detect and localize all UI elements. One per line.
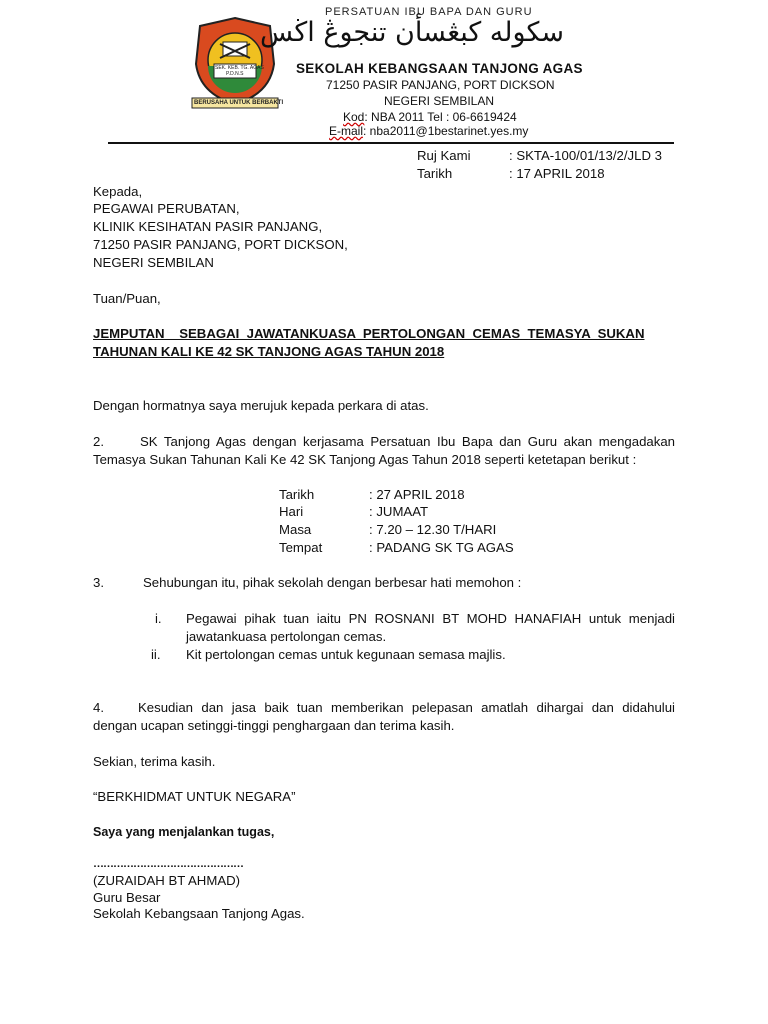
recipient-line-1: Kepada, [93,184,143,199]
list-item-line-1: Kit pertolongan cemas untuk kegunaan semasa majlis. [186,647,506,662]
recipient-line-2: PEGAWAI PERUBATAN, [93,201,240,216]
logo-text-mid: P.D.N.S [226,71,244,77]
school-name: SEKOLAH KEBANGSAAN TANJONG AGAS [296,61,583,76]
kod-label: Kod [343,110,365,124]
paragraph-4-number: 4. [93,700,104,715]
paragraph-2-line-1: SK Tanjong Agas dengan kerjasama Persatuan Ibu Bapa dan Guru akan mengadakan [140,434,675,449]
recipient-line-3: KLINIK KESIHATAN PASIR PANJANG, [93,219,323,234]
address-line-2: NEGERI SEMBILAN [384,94,495,108]
signature-intro: Saya yang menjalankan tugas, [93,825,275,839]
letterhead-divider [108,142,674,144]
tarikh-label: Tarikh [417,166,453,181]
paragraph-1: Dengan hormatnya saya merujuk kepada perkara di atas. [93,398,429,413]
kod-value: : NBA 2011 Tel : 06-6619424 [364,110,517,124]
school-name-jawi: سكوله كبڠسأن تنجوڠ اڬس [259,17,564,48]
email-label: E-mail [329,124,364,138]
signatory-name: (ZURAIDAH BT AHMAD) [93,873,241,888]
list-item-line-2: jawatankuasa pertolongan cemas. [186,629,387,644]
ruj-value: : SKTA-100/01/13/2/JLD 3 [509,148,662,163]
paragraph-3-number: 3. [93,575,104,590]
paragraph-2-number: 2. [93,434,104,449]
recipient-line-5: NEGERI SEMBILAN [93,255,214,270]
logo-motto: BERUSAHA UNTUK BERBAKTI [194,100,284,106]
salutation: Tuan/Puan, [93,291,161,306]
ruj-label: Ruj Kami [417,148,471,163]
detail-label: Tempat [279,540,323,555]
paragraph-4-line-2: dengan ucapan setinggi-tinggi penghargaan dan terima kasih. [93,718,455,733]
tarikh-value: : 17 APRIL 2018 [509,166,605,181]
detail-value: : 7.20 – 12.30 T/HARI [369,522,497,537]
paragraph-4-line-1: Kesudian dan jasa baik tuan memberikan pelepasan amatlah dihargai dan didahului [138,700,675,715]
paragraph-3-text: Sehubungan itu, pihak sekolah dengan berbesar hati memohon : [143,575,522,590]
subject-line-1: JEMPUTAN SEBAGAI JAWATANKUASA PERTOLONGAN CEMAS TEMASYA SUKAN [93,326,645,341]
email-value: : nba2011@1bestarinet.yes.my [363,124,529,138]
signature-line: ……………………………………… [93,858,243,870]
detail-value: : PADANG SK TG AGAS [369,540,514,555]
motto: “BERKHIDMAT UNTUK NEGARA” [93,789,296,804]
address-line-1: 71250 PASIR PANJANG, PORT DICKSON [326,78,555,92]
signatory-school: Sekolah Kebangsaan Tanjong Agas. [93,906,305,921]
email-line [329,123,528,139]
closing: Sekian, terima kasih. [93,754,216,769]
detail-label: Hari [279,504,304,519]
list-item-number: ii. [151,647,161,662]
signatory-title: Guru Besar [93,890,161,905]
list-item-line-1: Pegawai pihak tuan iaitu PN ROSNANI BT MOHD HANAFIAH untuk menjadi [186,611,675,626]
logo-text-top: SEK. KEB. TG. AGAS [215,65,264,71]
detail-label: Tarikh [279,487,315,502]
list-item-number: i. [155,611,162,626]
detail-label: Masa [279,522,312,537]
detail-value: : JUMAAT [369,504,429,519]
paragraph-2-line-2: Temasya Sukan Tahunan Kali Ke 42 SK Tanjong Agas Tahun 2018 seperti ketetapan berikut : [93,452,637,467]
recipient-line-4: 71250 PASIR PANJANG, PORT DICKSON, [93,237,348,252]
letterhead-top-text: PERSATUAN IBU BAPA DAN GURU [325,6,533,18]
detail-value: : 27 APRIL 2018 [369,487,465,502]
subject-line-2: TAHUNAN KALI KE 42 SK TANJONG AGAS TAHUN 2018 [93,344,445,359]
